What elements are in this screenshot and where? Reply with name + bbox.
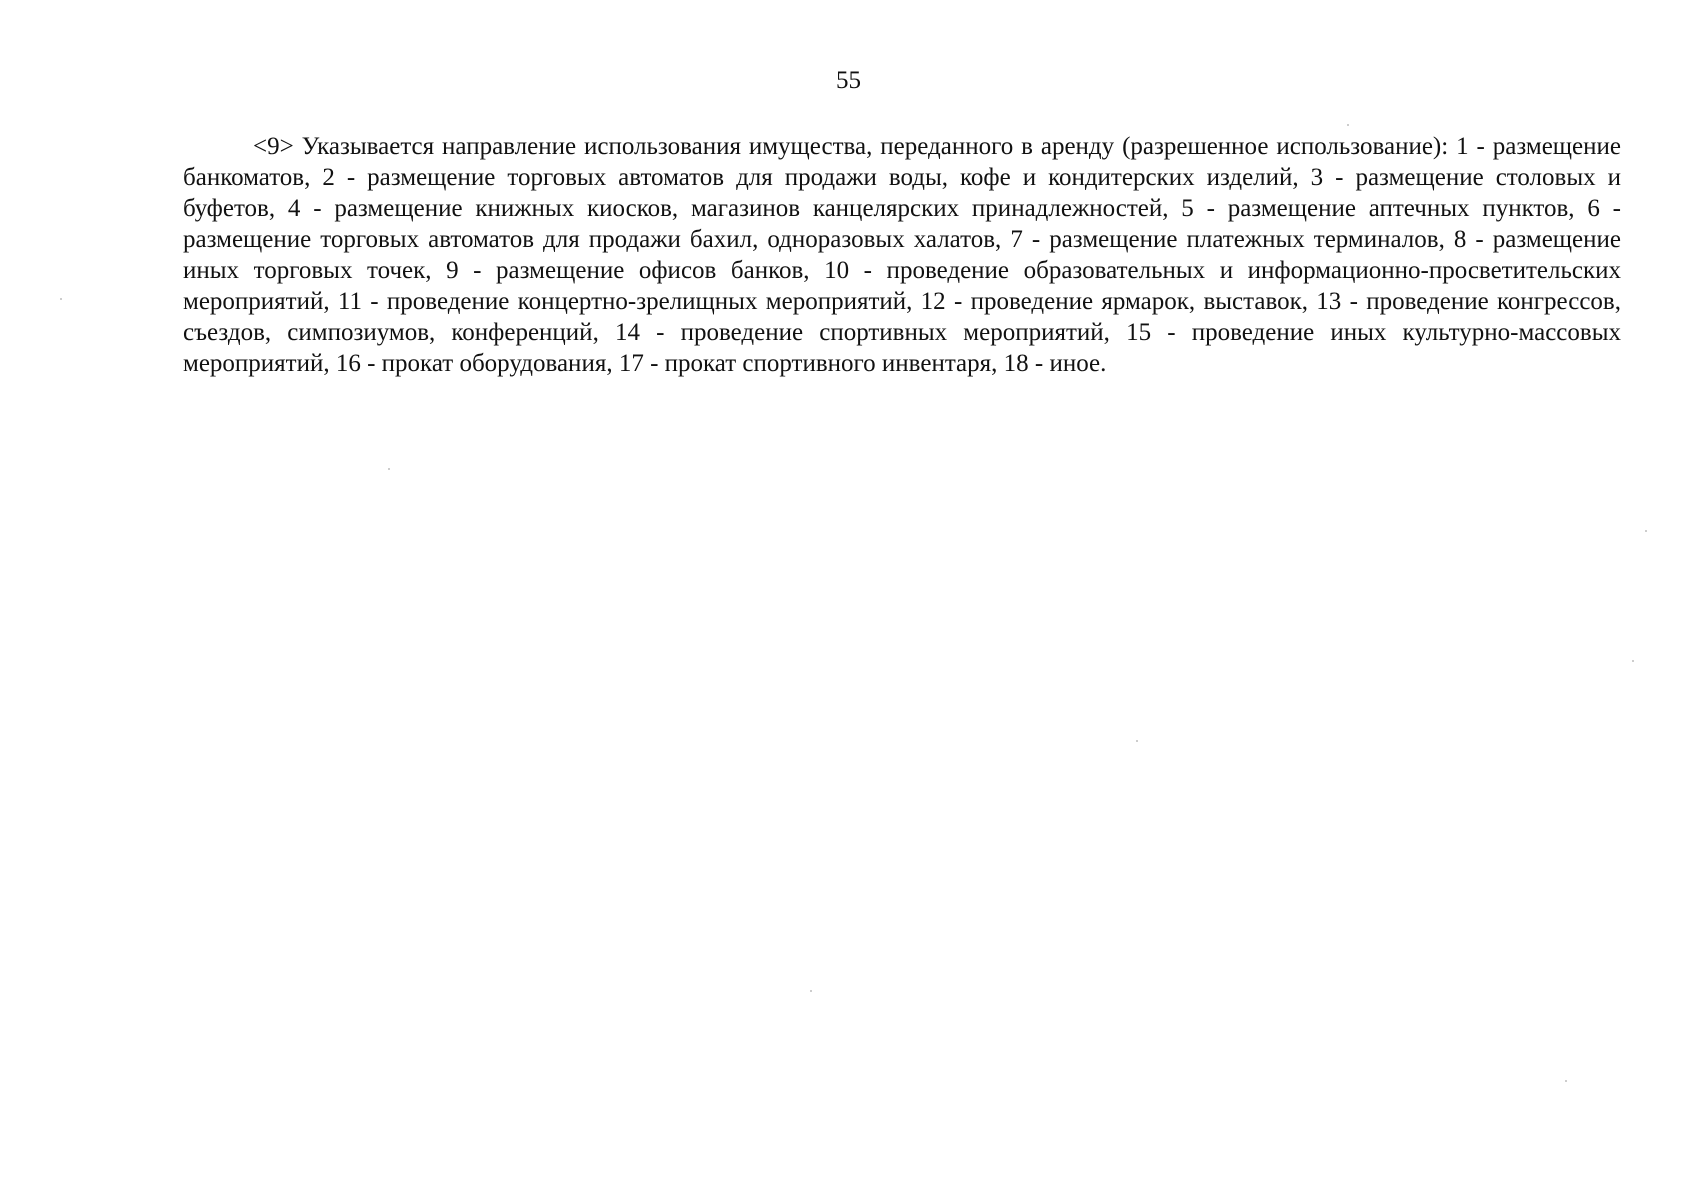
footnote-text: <9> Указывается направление использования имущества, переданного в аренду (разрешенное использование): 1 - размещение банкоматов, 2 - размещение торговых автоматов для продажи воды, кофе и кондитерских изделий, 3 - размещение столовых и буфетов, 4 - размещение книжных киосков, магазинов канцелярских принадлежностей, 5 - размещение аптечных пунктов, 6 - размещение торговых автоматов для продажи бахил, одноразовых халатов, 7 - размещение платежных терминалов, 8 - размещение иных торговых точек, 9 - размещение офисов банков, 10 - проведение образовательных и информационно-просветительских мероприятий, 11 - проведение концертно-зрелищных мероприятий, 12 - проведение ярмарок, выставок, 13 - проведение конгрессов, съездов, симпозиумов, конференций, 14 - проведение спортивных мероприятий, 15 - проведение иных культурно-массовых мероприятий, 16 - прокат оборудования, 17 - прокат спортивного инвентаря, 18 - иное. [183,133,1621,377]
scan-speck [60,298,62,300]
scan-speck [1347,124,1349,126]
scan-speck [1645,530,1647,532]
scan-speck [388,468,390,470]
page-number: 55 [836,67,861,94]
scan-speck [1136,740,1138,742]
scan-speck [1632,660,1634,662]
scan-speck [810,990,812,992]
scan-speck [1565,1080,1567,1082]
